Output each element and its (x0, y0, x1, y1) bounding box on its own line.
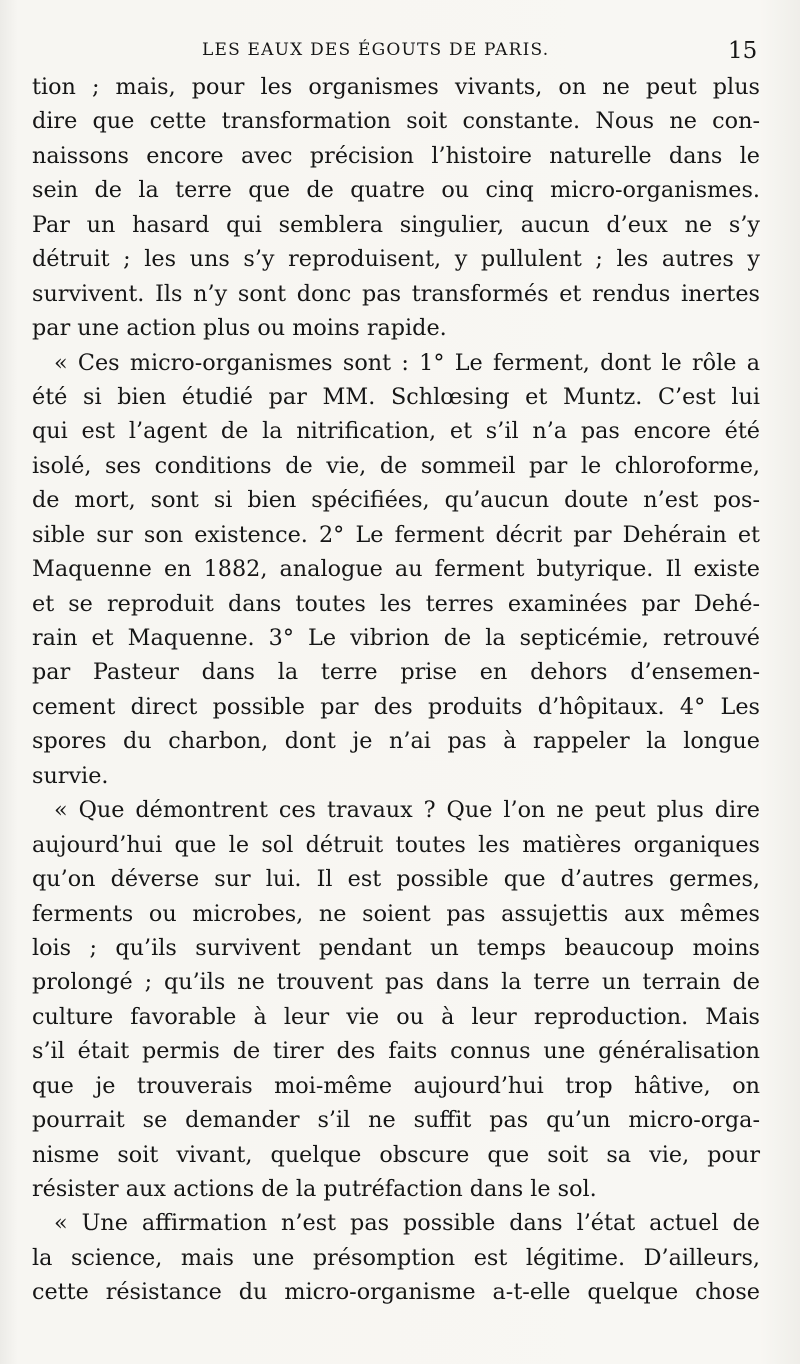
text-line: qu’on déverse sur lui. Il est possible que d’autres germes, (32, 866, 760, 893)
page-number: 15 (728, 38, 758, 64)
text-line: survivent. Ils n’y sont donc pas transformés et rendus inertes (32, 280, 760, 307)
text-line: survie. (32, 762, 109, 789)
text-line: culture favorable à leur vie ou à leur reproduction. Mais (32, 1003, 760, 1030)
text-line: que je trouverais moi-même aujourd’hui trop hâtive, on (32, 1072, 760, 1099)
text-line: par Pasteur dans la terre prise en dehors d’ensemen- (32, 659, 760, 686)
text-line: par une action plus ou moins rapide. (32, 315, 447, 342)
text-line: naissons encore avec précision l’histoire naturelle dans le (32, 142, 760, 169)
text-line: rain et Maquenne. 3° Le vibrion de la septicémie, retrouvé (32, 625, 760, 651)
text-line: Par un hasard qui semblera singulier, aucun d’eux ne s’y (32, 211, 760, 238)
text-line: cement direct possible par des produits d’hôpitaux. 4° Les (32, 693, 760, 720)
text-line: détruit ; les uns s’y reproduisent, y pullulent ; les autres y (32, 246, 760, 273)
text-line: dire que cette transformation soit constante. Nous ne con- (32, 108, 760, 135)
text-line: de mort, sont si bien spécifiées, qu’aucun doute n’est pos- (32, 487, 760, 514)
body-text (32, 70, 760, 1310)
text-line: tion ; mais, pour les organismes vivants, on ne peut plus (32, 74, 760, 100)
paragraph-start-line: « Ces micro-organismes sont : 1° Le ferment, dont le rôle a (54, 349, 760, 376)
text-line: Maquenne en 1882, analogue au ferment butyrique. Il existe (32, 556, 760, 583)
text-line: nisme soit vivant, quelque obscure que soit sa vie, pour (32, 1141, 760, 1168)
text-line: s’il était permis de tirer des faits connus une généralisation (32, 1038, 760, 1065)
header-title: LES EAUX DES ÉGOUTS DE PARIS. (202, 40, 550, 60)
text-line: qui est l’agent de la nitrification, et s’il n’a pas encore été (32, 418, 760, 445)
text-line: prolongé ; qu’ils ne trouvent pas dans la terre un terrain de (32, 969, 760, 996)
running-header (0, 40, 800, 68)
text-line: pourrait se demander s’il ne suffit pas qu’un micro-orga- (32, 1107, 760, 1134)
text-line: lois ; qu’ils survivent pendant un temps beaucoup moins (32, 934, 760, 961)
text-line: cette résistance du micro-organisme a-t-elle quelque chose (32, 1279, 760, 1306)
text-line: résister aux actions de la putréfaction dans le sol. (32, 1176, 597, 1202)
text-line: aujourd’hui que le sol détruit toutes les matières organiques (32, 831, 760, 858)
text-line: la science, mais une présomption est légitime. D’ailleurs, (32, 1244, 760, 1271)
text-line: ferments ou microbes, ne soient pas assujettis aux mêmes (32, 900, 760, 927)
text-line: isolé, ses conditions de vie, de sommeil par le chloroforme, (32, 452, 760, 479)
paragraph-start-line: « Une affirmation n’est pas possible dans l’état actuel de (54, 1210, 760, 1237)
text-line: et se reproduit dans toutes les terres examinées par Dehé- (32, 590, 760, 617)
text-line: spores du charbon, dont je n’ai pas à rappeler la longue (32, 728, 760, 755)
text-line: sible sur son existence. 2° Le ferment décrit par Dehérain et (32, 521, 760, 548)
paragraph-start-line: « Que démontrent ces travaux ? Que l’on ne peut plus dire (54, 797, 760, 824)
text-line: sein de la terre que de quatre ou cinq micro-organismes. (32, 177, 760, 204)
text-line: été si bien étudié par MM. Schlœsing et Muntz. C’est lui (32, 383, 760, 410)
